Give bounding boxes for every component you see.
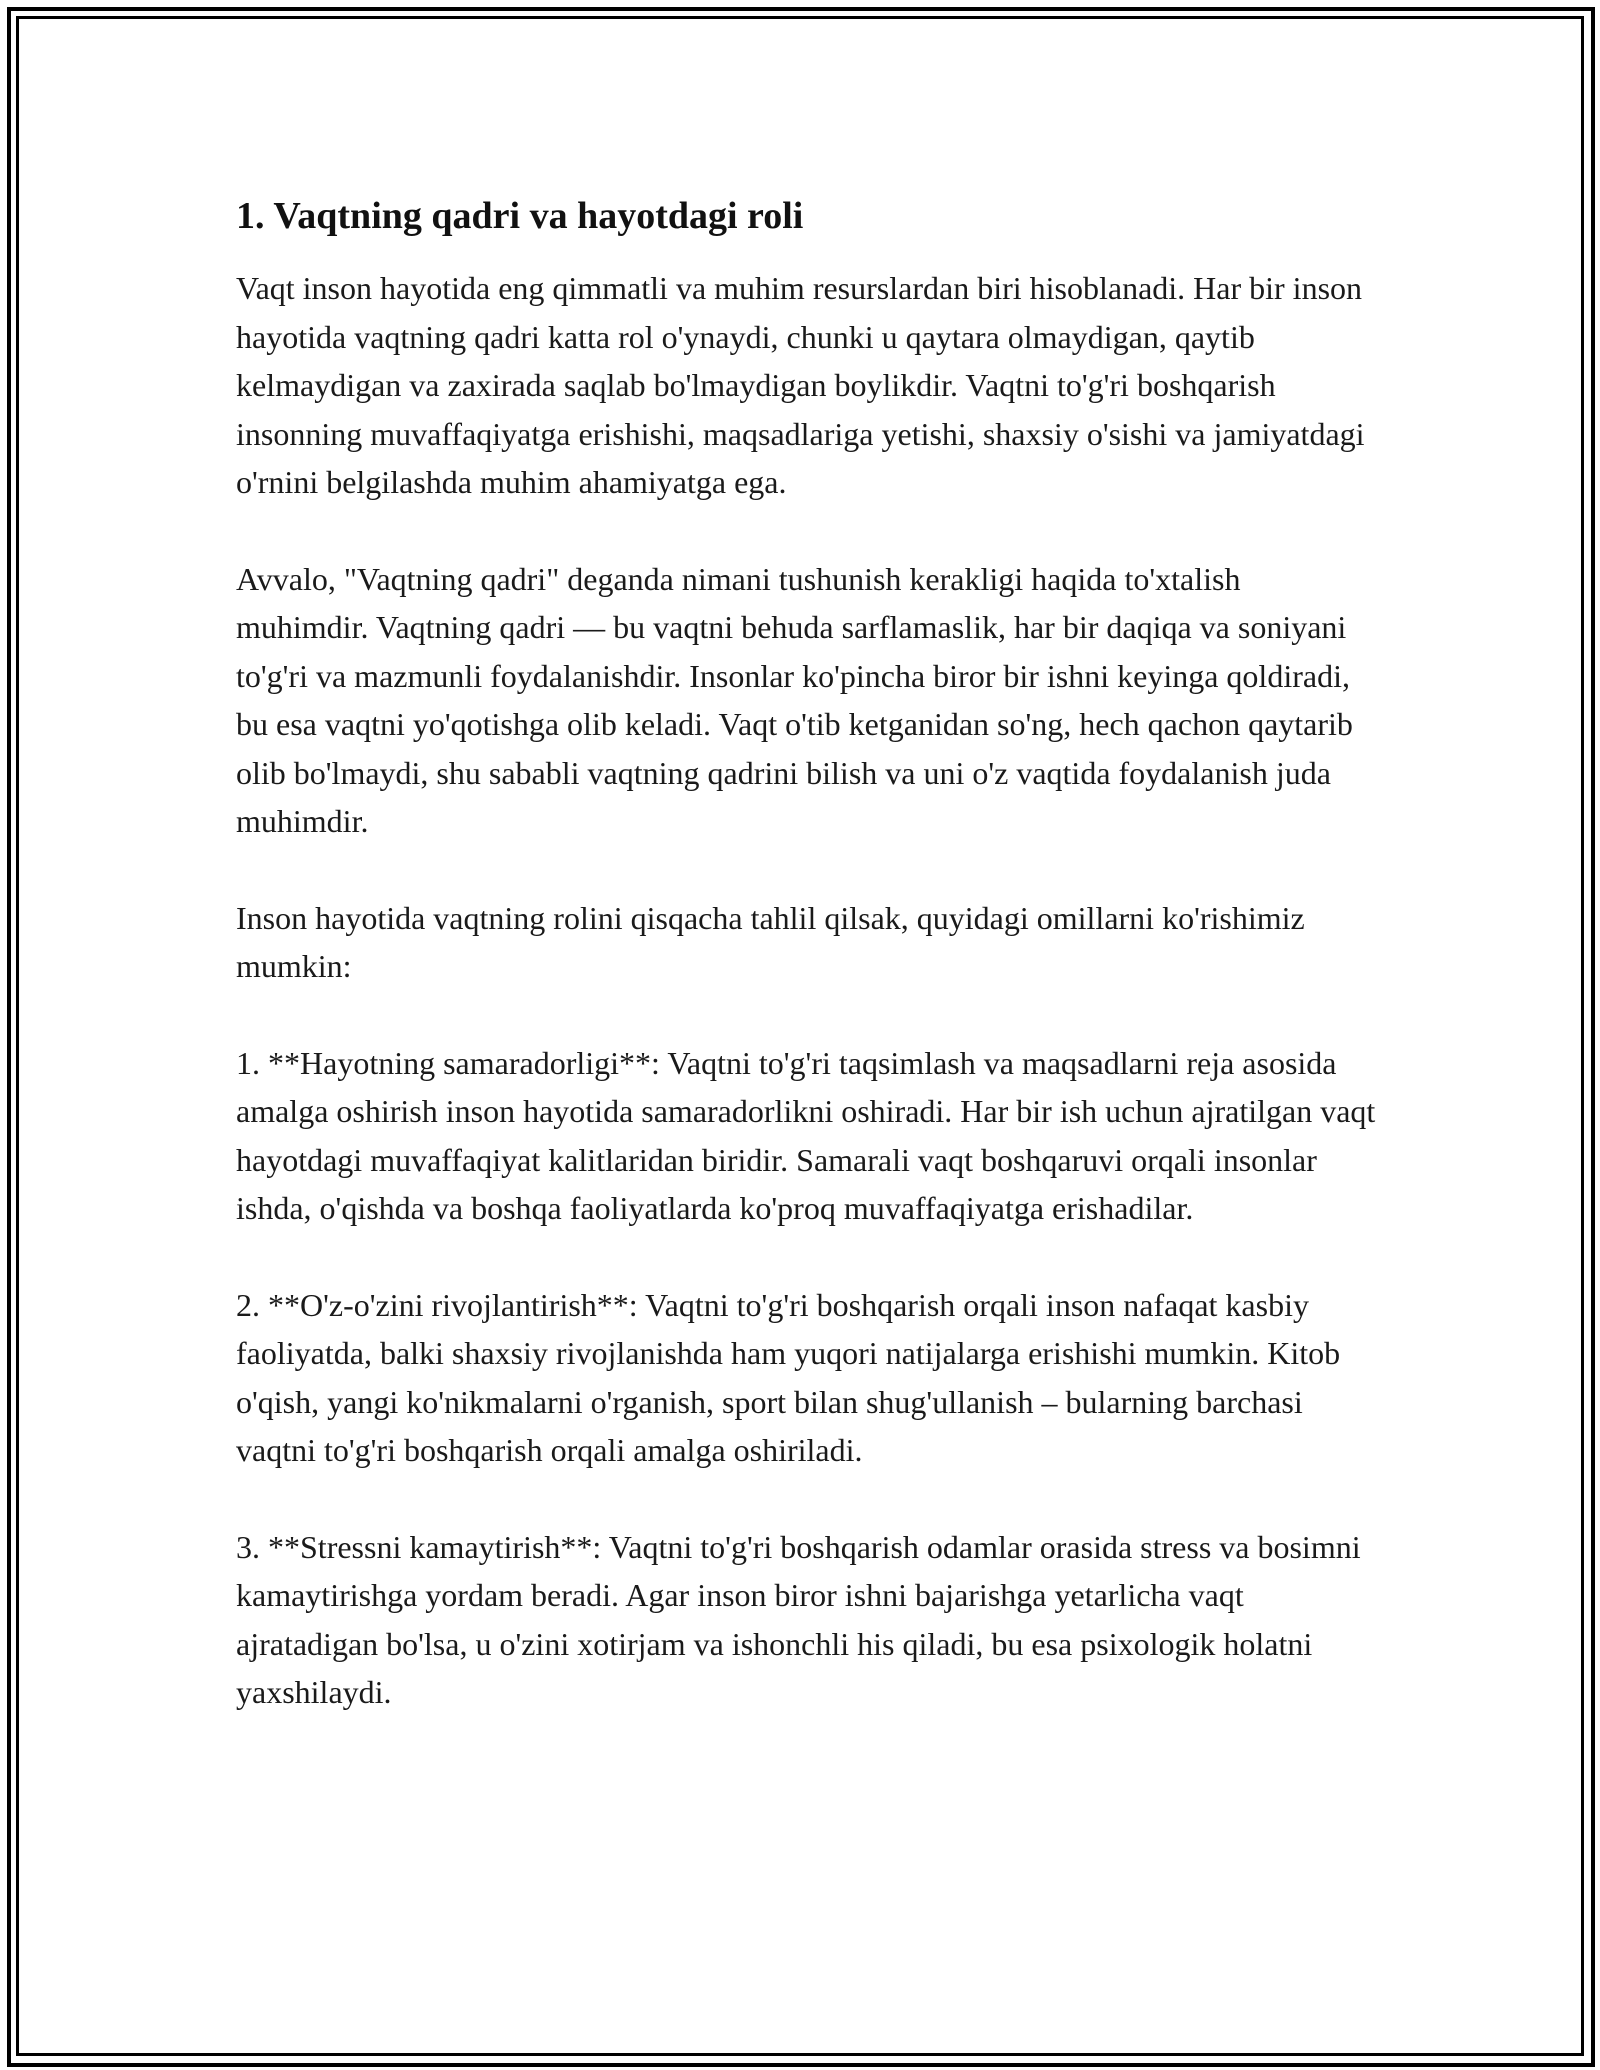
list-item-stress-reduction: 3. **Stressni kamaytirish**: Vaqtni to'g'ri boshqarish odamlar orasida stress va bosimni kamaytirishga yordam beradi. Agar inson biror ishni bajarishga yetarlicha vaqt ajratadigan bo'lsa, u o'zini xotirjam va ishonchli his qiladi, bu esa psixologik holatni yaxshilaydi. [236, 1528, 1361, 1710]
list-item-productivity: 1. **Hayotning samaradorligi**: Vaqtni to'g'ri taqsimlash va maqsadlarni reja asosida amalga oshirish inson hayotida samaradorlikni oshiradi. Har bir ish uchun ajratilgan vaqt hayotdagi muvaffaqiyat kalitlaridan biridir. Samarali vaqt boshqaruvi orqali insonlar ishda, o'qishda va boshqa faoliyatlarda ko'proq muvaffaqiyatga erishadilar. [236, 1044, 1376, 1226]
document-body [236, 180, 1376, 1765]
list-item-self-development: 2. **O'z-o'zini rivojlantirish**: Vaqtni to'g'ri boshqarish orqali inson nafaqat kasbiy faoliyatda, balki shaxsiy rivojlanishda ham yuqori natijalarga erishishi mumkin. Kitob o'qish, yangi ko'nikmalarni o'rganish, sport bilan shug'ullanish – bularning barchasi vaqtni to'g'ri boshqarish orqali amalga oshiriladi. [236, 1286, 1341, 1468]
paragraph-analysis-lead: Inson hayotida vaqtning rolini qisqacha tahlil qilsak, quyidagi omillarni ko'rishimiz mumkin: [236, 899, 1305, 984]
paragraph-intro: Vaqt inson hayotida eng qimmatli va muhim resurslardan biri hisoblanadi. Har bir inson hayotida vaqtning qadri katta rol o'ynaydi, chunki u qaytara olmaydigan, qaytib kelmaydigan va zaxirada saqlab bo'lmaydigan boylikdir. Vaqtni to'g'ri boshqarish insonning muvaffaqiyatga erishishi, maqsadlariga yetishi, shaxsiy o'sishi va jamiyatdagi o'rnini belgilashda muhim ahamiyatga ega. [236, 270, 1365, 500]
document-title: 1. Vaqtning qadri va hayotdagi roli [236, 195, 804, 237]
paragraph-definition: Avvalo, "Vaqtning qadri" deganda nimani tushunish kerakligi haqida to'xtalish muhimdir. Vaqtning qadri — bu vaqtni behuda sarflamaslik, har bir daqiqa va soniyani to'g'ri va mazmunli foydalanishdir. Insonlar ko'pincha biror bir ishni keyinga qoldiradi, bu esa vaqtni yo'qotishga olib keladi. Vaqt o'tib ketganidan so'ng, hech qachon qaytarib olib bo'lmaydi, shu sababli vaqtning qadrini bilish va uni o'z vaqtida foydalanish juda muhimdir. [236, 560, 1353, 839]
